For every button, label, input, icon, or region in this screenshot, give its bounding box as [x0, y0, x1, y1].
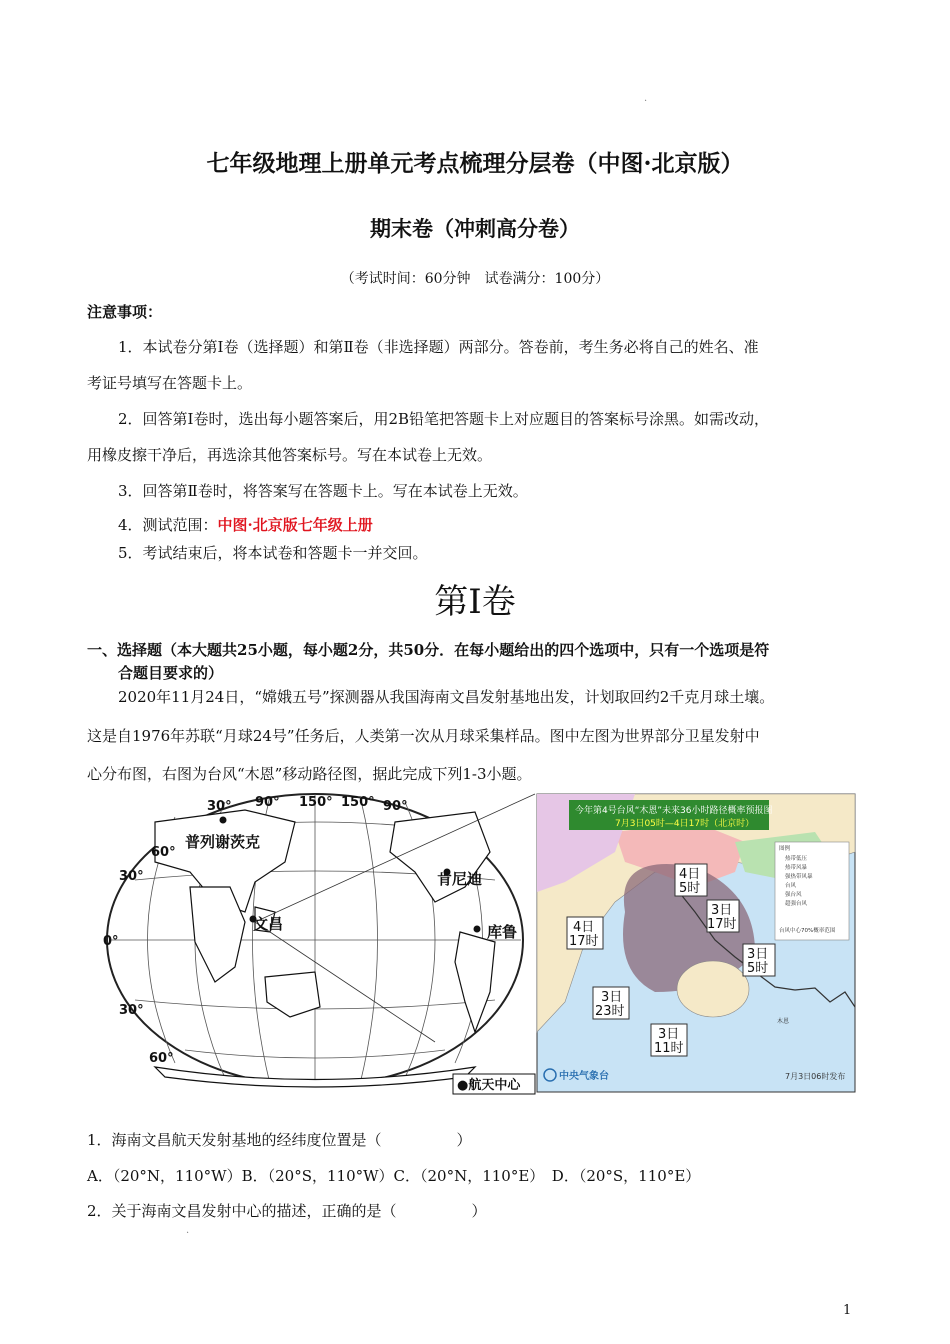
site-label-wenchang: 文昌	[253, 915, 284, 933]
time-day-2: 3日	[711, 903, 733, 918]
figure	[95, 792, 857, 1096]
lat-label-4: 30°	[119, 1003, 144, 1018]
question-1-options: A．（20°N，110°W）B．（20°S，110°W）C．（20°N，110°E） D．（20°S，110°E）	[87, 1167, 701, 1185]
site-kourou	[474, 926, 481, 933]
typhoon-footer-right: 7月3日06时发布	[785, 1072, 846, 1081]
legend-item-6: 超强台风	[785, 901, 808, 907]
site-label-kennedy: 肯尼迪	[437, 870, 483, 888]
passage-line2: 这是自1976年苏联“月球24号”任务后，人类第一次从月球采集样品。图中左图为世界部分卫星发射中	[87, 727, 760, 745]
lat-label-5: 60°	[149, 1051, 174, 1066]
time-hour-1: 5时	[679, 881, 701, 896]
passage-line3: 心分布图，右图为台风“木恩”移动路径图，据此完成下列1-3小题。	[87, 765, 532, 783]
note-4-prefix: 4．测试范围：	[118, 516, 218, 534]
page-number: 1	[843, 1303, 852, 1318]
legend-title: 图例	[779, 846, 791, 852]
world-map	[103, 794, 535, 1094]
time-day-4: 3日	[747, 947, 769, 962]
note-1-line1: 1．本试卷分第Ⅰ卷（选择题）和第Ⅱ卷（非选择题）两部分。答卷前，考生务必将自己的姓名、准	[118, 338, 759, 356]
lon-label-2: 90°	[255, 795, 280, 810]
site-plesetsk	[220, 817, 227, 824]
question-1: 1．海南文昌航天发射基地的经纬度位置是（ ）	[87, 1131, 472, 1149]
exam-info: （考试时间：60分钟 试卷满分：100分）	[340, 271, 610, 287]
time-hour-2: 17时	[707, 917, 737, 932]
note-2-line2: 用橡皮擦干净后，再选涂其他答案标号。写在本试卷上无效。	[87, 446, 493, 464]
time-day-1: 4日	[679, 867, 701, 882]
lat-label-3: 0°	[103, 934, 119, 949]
typhoon-footer-left: 中央气象台	[559, 1071, 609, 1082]
note-4	[118, 515, 373, 535]
figure-svg	[95, 792, 857, 1096]
note-3: 3．回答第Ⅱ卷时，将答案写在答题卡上。写在本试卷上无效。	[118, 482, 528, 500]
typhoon-name-tag: 木恩	[777, 1018, 790, 1025]
note-1-line2: 考证号填写在答题卡上。	[87, 374, 253, 392]
legend-item-4: 台风	[785, 883, 797, 889]
note-5: 5．考试结束后，将本试卷和答题卡一并交回。	[118, 544, 428, 562]
time-day-6: 3日	[658, 1027, 680, 1042]
lon-label-1: 30°	[207, 799, 232, 814]
typhoon-header-line2: 7月3日05时—4日17时（北京时）	[615, 819, 755, 829]
time-day-3: 4日	[573, 920, 595, 935]
notes-heading: 注意事项：	[87, 303, 163, 321]
legend-item-7: 台风中心70%概率范围	[779, 928, 836, 934]
lon-label-4: 150°	[341, 795, 375, 810]
lon-label-3: 150°	[299, 795, 333, 810]
site-label-kourou: 库鲁	[487, 923, 518, 941]
legend-item-1: 热带低压	[785, 856, 808, 862]
time-hour-5: 23时	[595, 1004, 625, 1019]
page-subtitle: 期末卷（冲刺高分卷）	[370, 216, 580, 241]
hainan-island	[677, 961, 749, 1017]
lat-label-2: 30°	[119, 869, 144, 884]
time-hour-3: 17时	[569, 934, 599, 949]
legend-item-3: 强热带风暴	[785, 874, 813, 880]
volume-heading: 第Ⅰ卷	[434, 582, 516, 622]
typhoon-header-line1: 今年第4号台风“木恩”未来36小时路径概率预报图	[575, 806, 773, 816]
time-day-5: 3日	[601, 990, 623, 1005]
legend-item-5: 强台风	[785, 892, 802, 898]
lon-label-5: 90°	[383, 799, 408, 814]
note-2-line1: 2．回答第Ⅰ卷时，选出每小题答案后，用2B铅笔把答题卡上对应题目的答案标号涂黑。如需改动，	[118, 410, 770, 428]
section-heading-line1: 一、选择题（本大题共25小题，每小题2分，共50分．在每小题给出的四个选项中，只有一个选项是符	[87, 641, 770, 659]
stray-dot-2: ·	[186, 1228, 190, 1239]
note-4-scope: 中图·北京版七年级上册	[217, 516, 373, 534]
site-label-plesetsk: 普列谢茨克	[185, 833, 261, 851]
typhoon-map	[537, 794, 855, 1092]
question-2: 2．关于海南文昌发射中心的描述，正确的是（ ）	[87, 1202, 487, 1220]
legend-item-2: 热带风暴	[785, 865, 808, 871]
time-hour-6: 11时	[654, 1041, 684, 1056]
stray-dot: ·	[644, 96, 648, 107]
legend-launch-center: ●航天中心	[457, 1078, 521, 1093]
passage-line1: 2020年11月24日，“嫦娥五号”探测器从我国海南文昌发射基地出发，计划取回约2千克月球土壤。	[118, 688, 775, 706]
page-title: 七年级地理上册单元考点梳理分层卷（中图·北京版）	[206, 150, 744, 177]
lat-label-1: 60°	[151, 845, 176, 860]
time-hour-4: 5时	[747, 961, 769, 976]
section-heading-line2: 合题目要求的）	[118, 664, 224, 682]
